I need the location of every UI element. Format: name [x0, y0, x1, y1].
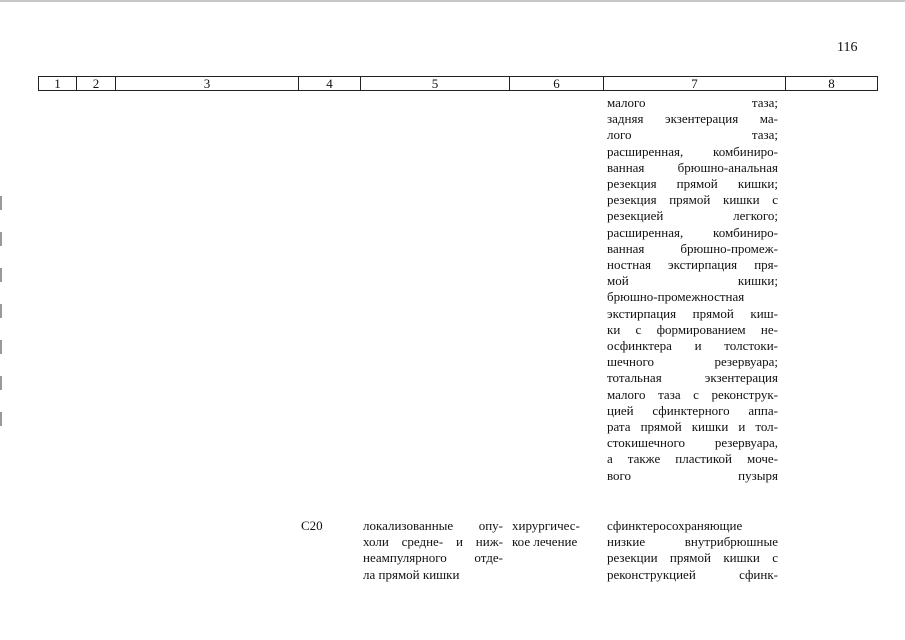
- text-line: цией сфинктерного аппа-: [607, 402, 778, 418]
- text-line: реконструкцией сфинк-: [607, 566, 778, 582]
- text-line: ностная экстирпация пря-: [607, 257, 778, 273]
- text-line: малого таза;: [607, 95, 778, 110]
- text-line: ванная брюшно-анальная: [607, 159, 778, 175]
- patient-model: [363, 518, 503, 583]
- text-line: мой кишки;: [607, 273, 778, 289]
- header-col-6: 6: [510, 77, 604, 90]
- header-col-7: 7: [604, 77, 786, 90]
- header-col-5: 5: [361, 77, 510, 90]
- text-line: кое лечение: [512, 534, 578, 550]
- header-col-2: 2: [77, 77, 116, 90]
- text-line: ванная брюшно-промеж-: [607, 240, 778, 256]
- text-line: резекция прямой кишки с: [607, 192, 778, 208]
- text-line: рата прямой кишки и тол-: [607, 419, 778, 435]
- text-line: резекцией легкого;: [607, 208, 778, 224]
- text-line: резекции прямой кишки с: [607, 550, 778, 566]
- text-line: сфинктеросохраняющие: [607, 518, 743, 533]
- treatment-methods-continued: [607, 95, 778, 484]
- text-line: малого таза с реконструк-: [607, 386, 778, 402]
- diagnosis-code: C20: [301, 518, 323, 533]
- text-line: ла прямой кишки: [363, 566, 460, 582]
- text-line: задняя экзентерация ма-: [607, 111, 778, 127]
- text-line: а также пластикой моче-: [607, 451, 778, 467]
- treatment-type: [512, 518, 597, 550]
- text-line: расширенная, комбиниро-: [607, 143, 778, 159]
- header-col-4: 4: [299, 77, 361, 90]
- text-line: резекция прямой кишки;: [607, 176, 778, 192]
- text-line: экстирпация прямой киш-: [607, 305, 778, 321]
- text-line: низкие внутрибрюшные: [607, 534, 778, 550]
- text-line: вого пузыря: [607, 467, 778, 483]
- header-col-3: 3: [116, 77, 299, 90]
- header-col-8: 8: [828, 76, 835, 91]
- text-line: брюшно-промежностная: [607, 289, 745, 305]
- text-line: стокишечного резервуара,: [607, 435, 778, 451]
- treatment-method: [607, 518, 778, 583]
- text-line: осфинктера и толстоки-: [607, 338, 778, 354]
- text-line: лого таза;: [607, 127, 778, 143]
- text-line: холи средне- и ниж-: [363, 534, 503, 550]
- text-line: неампулярного отде-: [363, 550, 503, 566]
- text-line: ки с формированием не-: [607, 321, 778, 337]
- text-line: локализованные опу-: [363, 518, 503, 533]
- header-col-1: 1: [39, 77, 77, 90]
- scan-margin-marks: [0, 196, 2, 426]
- text-line: шечного резервуара;: [607, 354, 778, 370]
- text-line: расширенная, комбиниро-: [607, 224, 778, 240]
- table-header-row: [38, 76, 878, 91]
- page-number: 116: [837, 40, 858, 55]
- page-top-edge: [0, 0, 905, 2]
- text-line: хирургичес-: [512, 518, 580, 533]
- text-line: тотальная экзентерация: [607, 370, 778, 386]
